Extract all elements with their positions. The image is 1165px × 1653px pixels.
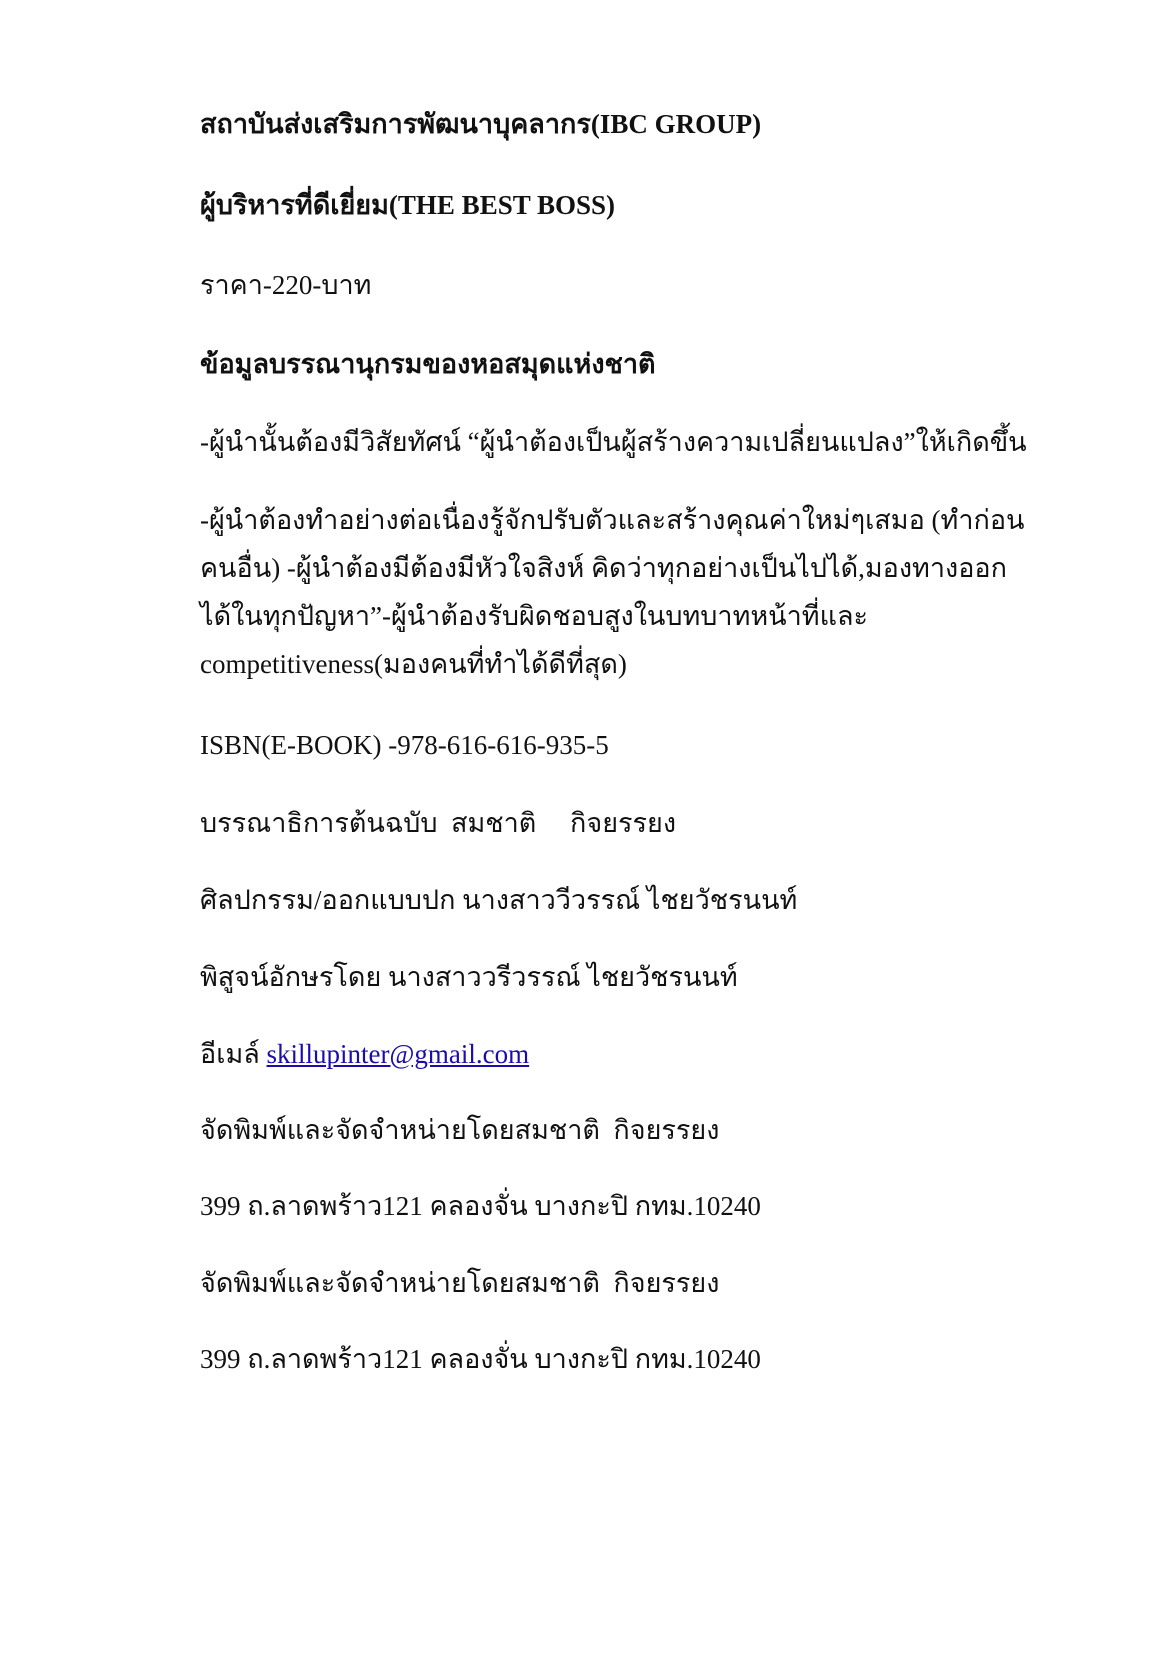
address-line: 399 ถ.ลาดพร้าว121 คลองจั่น บางกะปิ กทม.10240 <box>200 1191 761 1221</box>
publisher-line-repeat: จัดพิมพ์และจัดจำหน่ายโดยสมชาติ กิจยรรยง <box>200 1268 720 1298</box>
summary-paragraph <box>200 503 1025 695</box>
publisher-line: จัดพิมพ์และจัดจำหน่ายโดยสมชาติ กิจยรรยง <box>200 1115 720 1145</box>
email-line <box>200 1037 529 1071</box>
proofreader-line: พิสูจน์อักษรโดย นางสาววรีวรรณ์ ไชยวัชรนนท์ <box>200 962 738 992</box>
isbn-line: ISBN(E-BOOK) -978-616-616-935-5 <box>200 730 609 760</box>
institute-name: สถาบันส่งเสริมการพัฒนาบุคลากร(IBC GROUP) <box>200 109 762 139</box>
editor-line: บรรณาธิการต้นฉบับ สมชาติ กิจยรรยง <box>200 808 677 838</box>
email-label: อีเมล์ <box>200 1039 267 1069</box>
book-price: ราคา-220-บาท <box>200 270 372 300</box>
summary-paragraph-line: ได้ในทุกปัญหา”-ผู้นำต้องรับผิดชอบสูงในบทบาทหน้าที่และ <box>200 601 869 631</box>
summary-paragraph-line: competitiveness(มองคนที่ทำได้ดีที่สุด) <box>200 649 627 679</box>
art-credit-line: ศิลปกรรม/ออกแบบปก นางสาววีวรรณ์ ไชยวัชรนนท์ <box>200 885 798 915</box>
address-line-repeat: 399 ถ.ลาดพร้าว121 คลองจั่น บางกะปิ กทม.10240 <box>200 1344 761 1374</box>
email-link[interactable]: skillupinter@gmail.com <box>266 1039 530 1069</box>
book-title: ผู้บริหารที่ดีเยี่ยม(THE BEST BOSS) <box>200 190 616 220</box>
summary-paragraph-line: -ผู้นำต้องทำอย่างต่อเนื่องรู้จักปรับตัวและสร้างคุณค่าใหม่ๆเสมอ (ทำก่อน <box>200 505 1025 535</box>
summary-line: -ผู้นำนั้นต้องมีวิสัยทัศน์ “ผู้นำต้องเป็นผู้สร้างความเปลี่ยนแปลง”ให้เกิดขึ้น <box>200 427 1027 457</box>
summary-paragraph-line: คนอื่น) -ผู้นำต้องมีต้องมีหัวใจสิงห์ คิดว่าทุกอย่างเป็นไปได้,มองทางออก <box>200 553 1007 583</box>
catalog-heading: ข้อมูลบรรณานุกรมของหอสมุดแห่งชาติ <box>200 349 656 379</box>
